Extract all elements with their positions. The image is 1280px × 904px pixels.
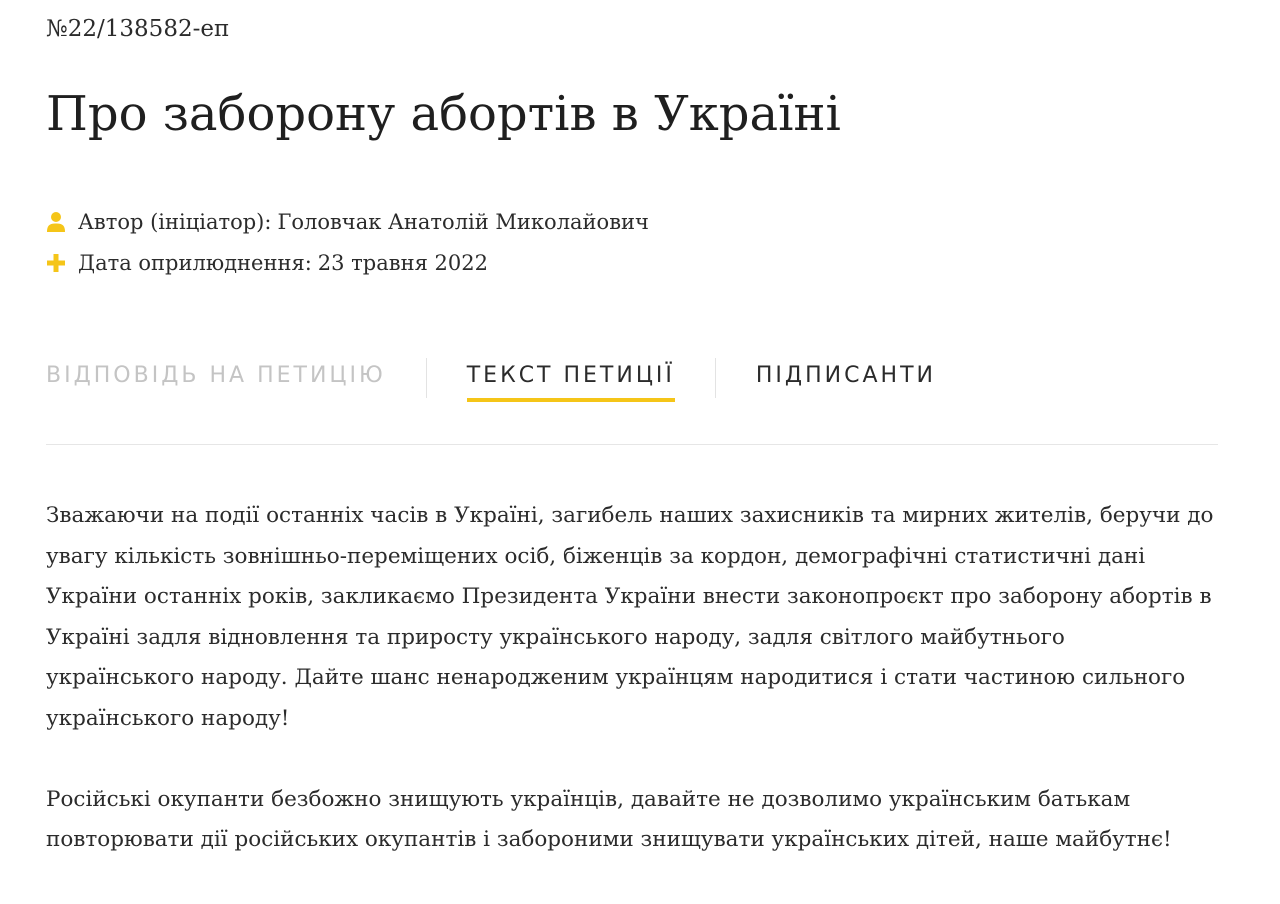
date-label: Дата оприлюднення:	[78, 251, 312, 275]
author-label: Автор (ініціатор):	[78, 210, 272, 234]
tabs-divider-line	[46, 444, 1218, 445]
petition-paragraph: Зважаючи на події останніх часів в Україні, загибель наших захисників та мирних жителів, беручи до увагу кількість зовнішньо-переміщених осіб, біженців за кордон, демографічні статистичні дані України останніх років, закликаємо Президента України внести законопроєкт про заборону абортів в Україні задля відновлення та приросту українського народу, задля світлого майбутнього українського народу. Дайте шанс ненародженим українцям народитися і стати частиною сильного українського народу!	[46, 503, 1214, 731]
petition-paragraph: Російські окупанти безбожно знищують українців, давайте не дозволимо українським батькам повторювати дії російських окупантів і забороними знищувати українських дітей, наше майбутнє!	[46, 786, 1172, 853]
user-icon	[46, 211, 66, 233]
tab-petition-text[interactable]: ТЕКСТ ПЕТИЦІЇ	[467, 362, 675, 402]
petition-number: №22/138582-еп	[46, 16, 230, 42]
tab-divider	[715, 358, 716, 398]
petition-text	[46, 496, 1218, 901]
tab-response[interactable]: ВІДПОВІДЬ НА ПЕТИЦІЮ	[46, 363, 386, 388]
petition-tabs	[46, 362, 1218, 406]
author-row	[46, 210, 649, 234]
tab-signatories[interactable]: ПІДПИСАНТИ	[755, 363, 936, 388]
tab-divider	[426, 358, 427, 398]
author-name: Головчак Анатолій Миколайович	[277, 210, 649, 234]
publication-date: 23 травня 2022	[317, 251, 488, 275]
plus-icon	[46, 252, 66, 274]
date-row	[46, 251, 488, 275]
page-title: Про заборону абортів в Україні	[46, 86, 841, 142]
